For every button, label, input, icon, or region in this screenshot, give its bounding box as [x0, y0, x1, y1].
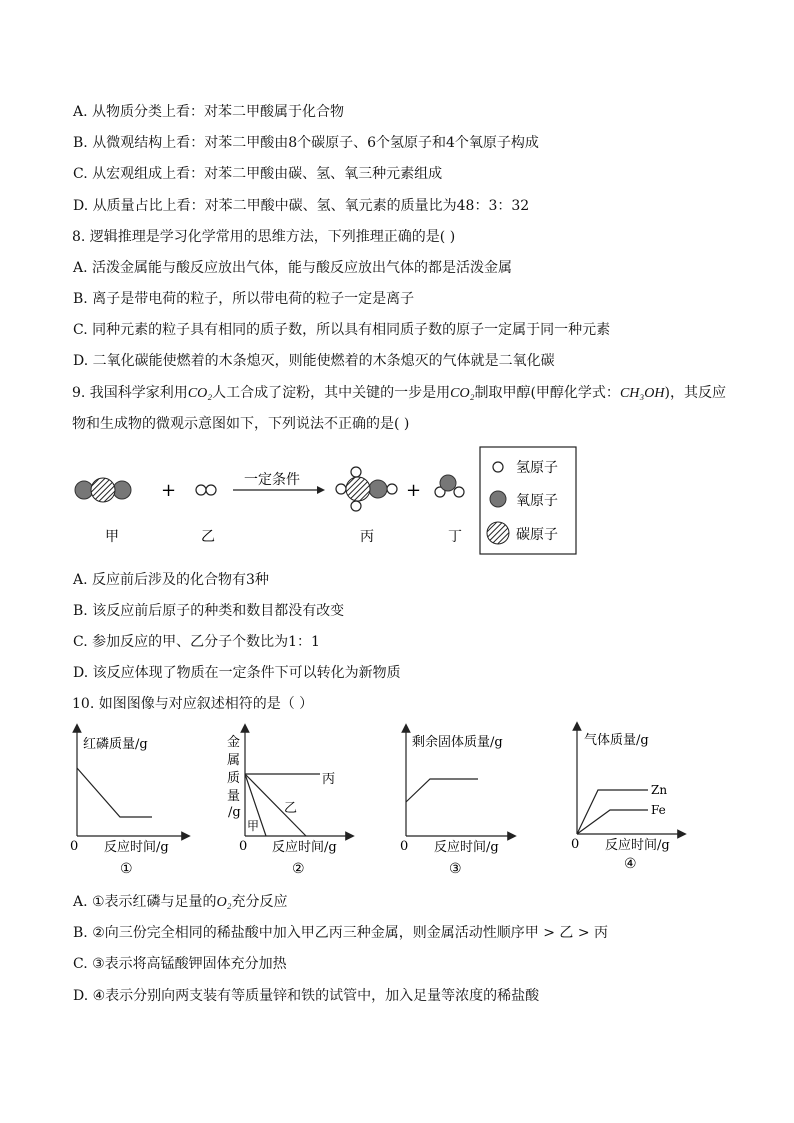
graph-2-ylabel-4: 量 [227, 789, 241, 804]
q10-option-a-part1: A. ①表示红磷与足量的 [73, 894, 217, 910]
label-bing: 丙 [360, 529, 374, 545]
plus-sign: + [161, 480, 177, 501]
atom-legend [480, 447, 576, 554]
graph-1-number: ① [120, 861, 133, 877]
reaction-diagram [0, 0, 794, 560]
molecule-ding [435, 475, 464, 497]
graph-3 [400, 728, 512, 877]
legend-hydrogen: 氢原子 [516, 460, 558, 476]
graph-3-origin: 0 [400, 839, 409, 854]
q9-option-a: A. 反应前后涉及的化合物有3种 [73, 572, 269, 588]
q9-stem-part2: 人工合成了淀粉，其中关键的一步是用 [212, 385, 451, 401]
graph-2-number: ② [292, 861, 305, 877]
graph-1-xlabel: 反应时间/g [104, 840, 169, 855]
legend-oxygen: 氧原子 [516, 493, 558, 509]
graph-2-ylabel-3: 质 [227, 771, 241, 786]
co2-formula: CO₂ [450, 386, 475, 401]
q10-option-a [73, 892, 288, 913]
graph-3-curve [406, 779, 478, 802]
graph-4-curve-fe [577, 810, 648, 834]
plus-sign: + [406, 480, 422, 501]
q8-option-d: D. 二氧化碳能使燃着的木条熄灭，则能使燃着的木条熄灭的气体就是二氧化碳 [73, 353, 555, 369]
co2-formula: CO₂ [187, 386, 213, 401]
graph-4-curve-zn [577, 790, 648, 834]
q9-stem-part4: )，其反应 [664, 385, 726, 401]
graph-2-xlabel: 反应时间/g [272, 840, 337, 855]
graph-2-ylabel-2: 属 [227, 753, 241, 768]
label-ding: 丁 [448, 529, 462, 545]
graph-2 [227, 728, 350, 877]
q10-stem: 10. 如图图像与对应叙述相符的是（ ） [72, 696, 314, 712]
q10-option-b: B. ②向三份完全相同的稀盐酸中加入甲乙丙三种金属，则金属活动性顺序甲 > 乙 > 丙 [73, 925, 608, 941]
graph-2-label-yi: 乙 [284, 801, 298, 816]
graph-3-number: ③ [449, 861, 462, 877]
graph-4-label-fe: Fe [651, 803, 666, 817]
q7-option-d: D. 从质量占比上看：对苯二甲酸中碳、氢、氧元素的质量比为48：3：32 [73, 198, 530, 214]
q9-option-b: B. 该反应前后原子的种类和数目都没有改变 [73, 603, 345, 619]
graph-3-ylabel: 剩余固体质量/g [412, 735, 503, 750]
q8-option-a: A. 活泼金属能与酸反应放出气体，能与酸反应放出气体的都是活泼金属 [73, 260, 513, 276]
graph-4-number: ④ [624, 856, 637, 872]
reaction-condition: 一定条件 [244, 472, 300, 488]
q7-option-c: C. 从宏观组成上看：对苯二甲酸由碳、氢、氧三种元素组成 [73, 166, 443, 182]
label-jia: 甲 [105, 529, 119, 545]
ch3oh-formula: CH₃OH [619, 386, 665, 401]
graph-3-xlabel: 反应时间/g [434, 840, 499, 855]
graph-2-label-bing: 丙 [322, 772, 336, 787]
q8-option-b: B. 离子是带电荷的粒子，所以带电荷的粒子一定是离子 [73, 291, 415, 307]
q8-stem: 8. 逻辑推理是学习化学常用的思维方法，下列推理正确的是( ) [72, 229, 456, 245]
graph-1 [70, 728, 186, 877]
q9-stem-part3: 制取甲醇(甲醇化学式： [474, 385, 620, 401]
q10-graphs [0, 720, 794, 920]
graph-2-label-jia: 甲 [247, 819, 260, 833]
graph-2-ylabel-1: 金 [227, 735, 241, 750]
q7-option-b: B. 从微观结构上看：对苯二甲酸由8个碳原子、6个氢原子和4个氧原子构成 [73, 135, 539, 151]
graph-4-label-zn: Zn [651, 783, 668, 797]
label-yi: 乙 [201, 529, 215, 545]
graph-2-ylabel-5: /g [228, 805, 241, 820]
q8-option-c: C. 同种元素的粒子具有相同的质子数，所以具有相同质子数的原子一定属于同一种元素 [73, 322, 611, 338]
graph-4-origin: 0 [571, 837, 580, 852]
graph-4-xlabel: 反应时间/g [605, 838, 670, 853]
q10-option-c: C. ③表示将高锰酸钾固体充分加热 [73, 956, 287, 972]
molecule-yi [196, 485, 216, 495]
q7-option-a: A. 从物质分类上看：对苯二甲酸属于化合物 [73, 104, 345, 120]
molecule-bing [336, 467, 397, 511]
graph-4 [571, 726, 682, 872]
graph-2-origin: 0 [239, 839, 248, 854]
legend-carbon: 碳原子 [516, 527, 558, 543]
q10-option-d: D. ④表示分别向两支装有等质量锌和铁的试管中，加入足量等浓度的稀盐酸 [73, 988, 540, 1004]
graph-4-ylabel: 气体质量/g [584, 733, 649, 748]
q9-stem-part1: 9. 我国科学家利用 [72, 385, 188, 401]
graph-1-ylabel: 红磷质量/g [83, 737, 148, 752]
q9-option-d: D. 该反应体现了物质在一定条件下可以转化为新物质 [73, 665, 401, 681]
q10-option-a-part2: 充分反应 [231, 894, 288, 910]
molecule-jia [75, 478, 131, 502]
q9-stem-line2: 物和生成物的微观示意图如下，下列说法不正确的是( ) [72, 416, 410, 432]
o2-formula: O₂ [216, 895, 232, 910]
graph-1-curve [77, 768, 152, 817]
graph-1-origin: 0 [70, 839, 79, 854]
q9-option-c: C. 参加反应的甲、乙分子个数比为1：1 [73, 634, 320, 650]
